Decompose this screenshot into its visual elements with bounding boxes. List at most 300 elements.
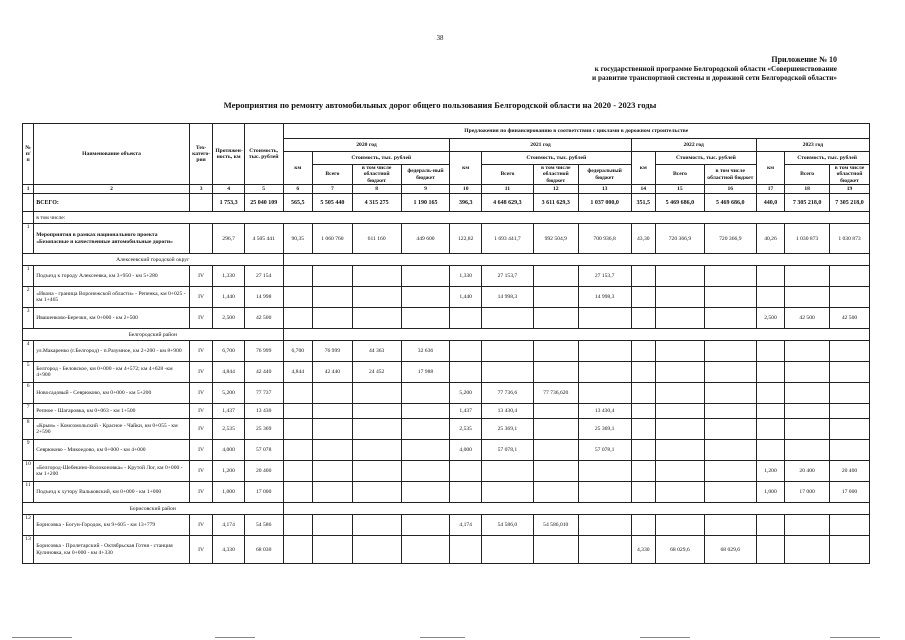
table-cell: [756, 266, 784, 287]
table-cell: [578, 536, 631, 564]
table-row: [23, 287, 870, 308]
col-number: 13: [578, 185, 631, 194]
incl-label: в том числе:: [34, 212, 870, 224]
table-cell: [481, 308, 533, 329]
header-cost-2021: Стоимость, тыс. рублей: [481, 152, 631, 165]
total-cell: 1 037 000,0: [578, 194, 631, 212]
table-cell: [704, 515, 756, 536]
col-number: 8: [352, 185, 401, 194]
table-cell: [401, 287, 450, 308]
table-row: [23, 515, 870, 536]
table-cell: [283, 515, 313, 536]
table-cell: [656, 362, 705, 383]
table-cell: [830, 536, 870, 564]
section-row: [23, 503, 870, 515]
table-cell: [631, 341, 655, 362]
row-number: 10: [23, 461, 34, 482]
table-cell: [313, 287, 353, 308]
table-cell: [785, 341, 830, 362]
table-cell: [704, 287, 756, 308]
table-cell: [313, 266, 353, 287]
table-cell: [656, 383, 705, 404]
row-number: 11: [23, 482, 34, 503]
table-cell: [352, 404, 401, 419]
row-number: 3: [23, 308, 34, 329]
col-number: 4: [213, 185, 245, 194]
section-filler: [283, 254, 869, 266]
table-cell: IV: [189, 482, 212, 503]
table-cell: [352, 266, 401, 287]
header-year-2020: 2020 год: [283, 139, 450, 152]
row-number: 7: [23, 404, 34, 419]
header-year-2022: 2022 год: [631, 139, 756, 152]
table-cell: [656, 266, 705, 287]
table-cell: [756, 287, 784, 308]
table-cell: 27 153,7: [578, 266, 631, 287]
table-cell: 76 999: [313, 341, 353, 362]
table-cell: [785, 536, 830, 564]
table-cell: 42 440: [244, 362, 283, 383]
object-name: Борисовка - Пролетарский - Октябрьская Готня - станция Кулиновка, км 0+000 - км 4+330: [34, 536, 190, 564]
table-cell: 57 078,1: [578, 440, 631, 461]
object-name: Ивашенково-Березки, км 0+000 - км 2+500: [34, 308, 190, 329]
table-cell: [352, 308, 401, 329]
table-cell: [313, 461, 353, 482]
table-cell: [313, 536, 353, 564]
table-row: [23, 404, 870, 419]
table-cell: [578, 482, 631, 503]
table-cell: [401, 308, 450, 329]
national-cell: 4 505 441: [244, 224, 283, 254]
col-number: 16: [704, 185, 756, 194]
table-cell: [401, 440, 450, 461]
table-cell: 13 430: [244, 404, 283, 419]
repair-table: [22, 123, 870, 564]
total-category: [189, 194, 212, 212]
table-cell: [283, 440, 313, 461]
table-cell: 4,000: [450, 440, 482, 461]
table-cell: 32 636: [401, 341, 450, 362]
national-cell: 720 366,9: [656, 224, 705, 254]
header-incl-2023: в том числе: [834, 165, 865, 171]
table-cell: [830, 515, 870, 536]
table-cell: [481, 461, 533, 482]
table-cell: IV: [189, 536, 212, 564]
object-name: «Икона - граница Воронежской области» - Репенка, км 0+025 - км 1+465: [34, 287, 190, 308]
object-name: Севрюково - Микоедово, км 0+000 - км 4+000: [34, 440, 190, 461]
edge-mark: [215, 637, 255, 638]
table-cell: [785, 266, 830, 287]
table-row: [23, 341, 870, 362]
total-cell: 351,5: [631, 194, 655, 212]
col-number: 19: [830, 185, 870, 194]
total-cell: 565,5: [283, 194, 313, 212]
table-cell: [481, 536, 533, 564]
table-cell: [352, 419, 401, 440]
table-cell: 57 078: [244, 440, 283, 461]
table-cell: [533, 266, 578, 287]
table-cell: [631, 419, 655, 440]
table-cell: [656, 461, 705, 482]
table-cell: [785, 440, 830, 461]
table-cell: [704, 461, 756, 482]
header-regional-2020: [352, 165, 401, 185]
table-cell: 42 440: [313, 362, 353, 383]
table-cell: [352, 515, 401, 536]
national-cell: 296,7: [213, 224, 245, 254]
table-cell: [656, 440, 705, 461]
table-cell: 42 500: [785, 308, 830, 329]
table-cell: [401, 482, 450, 503]
table-cell: 54 586: [244, 515, 283, 536]
table-cell: 1,437: [450, 404, 482, 419]
table-cell: 20 400: [830, 461, 870, 482]
table-row: [23, 440, 870, 461]
national-cell: 611 160: [352, 224, 401, 254]
total-cell: 7 305 218,0: [785, 194, 830, 212]
edge-mark: [830, 637, 880, 638]
table-cell: 17 988: [401, 362, 450, 383]
col-number: 17: [756, 185, 784, 194]
document-title: Мероприятия по ремонту автомобильных дорог общего пользования Белгородской области на 2020 - 2023 годы: [223, 100, 657, 110]
table-cell: [283, 461, 313, 482]
header-length: Протяжен-ность, км: [213, 124, 245, 185]
table-cell: 14 998,3: [481, 287, 533, 308]
table-cell: IV: [189, 515, 212, 536]
table-cell: 42 500: [244, 308, 283, 329]
table-row: [23, 383, 870, 404]
table-cell: [352, 536, 401, 564]
header-regional-2021-label: областной бюджет: [542, 171, 569, 184]
table-cell: 44 363: [352, 341, 401, 362]
national-project-row: [23, 224, 870, 254]
table-cell: [756, 404, 784, 419]
col-number: 18: [785, 185, 830, 194]
table-cell: [450, 308, 482, 329]
total-cell: 7 305 218,0: [830, 194, 870, 212]
header-funding: Предложения по финансированию в соответствии с циклами в дорожном строительстве: [283, 124, 869, 139]
table-cell: [704, 341, 756, 362]
col-number: 6: [283, 185, 313, 194]
row-number: 6: [23, 383, 34, 404]
table-cell: 24 452: [352, 362, 401, 383]
table-cell: 2,500: [756, 308, 784, 329]
col-number: 11: [481, 185, 533, 194]
table-cell: [656, 515, 705, 536]
national-cell: 43,30: [631, 224, 655, 254]
table-cell: [704, 362, 756, 383]
header-incl-2022: в том числе: [715, 168, 746, 175]
table-cell: [313, 383, 353, 404]
row-number: 8: [23, 419, 34, 440]
col-number: 10: [450, 185, 482, 194]
national-cell: 1 693 441,7: [481, 224, 533, 254]
table-cell: [756, 383, 784, 404]
table-cell: [756, 440, 784, 461]
col-number: 2: [34, 185, 190, 194]
national-cell: 90,35: [283, 224, 313, 254]
table-cell: IV: [189, 383, 212, 404]
table-cell: [533, 287, 578, 308]
table-cell: [830, 440, 870, 461]
total-cell: 4 315 275: [352, 194, 401, 212]
table-row: [23, 419, 870, 440]
table-cell: IV: [189, 419, 212, 440]
table-row: [23, 482, 870, 503]
table-cell: 25 369: [244, 419, 283, 440]
table-cell: 1,200: [213, 461, 245, 482]
table-cell: [578, 362, 631, 383]
table-cell: [631, 266, 655, 287]
section-row: [23, 329, 870, 341]
total-cell: 5 469 686,0: [656, 194, 705, 212]
table-cell: [401, 461, 450, 482]
table-cell: [533, 362, 578, 383]
table-cell: [578, 341, 631, 362]
table-cell: [631, 308, 655, 329]
table-cell: 4,844: [213, 362, 245, 383]
header-year-2023: 2023 год: [756, 139, 869, 152]
table-cell: 20 400: [244, 461, 283, 482]
object-name: Новосадовый - Севрюково, км 0+000 - км 5+200: [34, 383, 190, 404]
total-cell: 3 611 629,3: [533, 194, 578, 212]
table-cell: [631, 287, 655, 308]
table-cell: [450, 362, 482, 383]
table-cell: [756, 341, 784, 362]
table-cell: 17 000: [244, 482, 283, 503]
table-cell: 68 029,6: [656, 536, 705, 564]
table-cell: [656, 404, 705, 419]
col-number: 9: [401, 185, 450, 194]
table-cell: 2,535: [450, 419, 482, 440]
national-cell: 720 366,9: [704, 224, 756, 254]
header-total-2022: Всего: [656, 165, 705, 185]
table-cell: 57 078,1: [481, 440, 533, 461]
incl-row: [23, 212, 870, 224]
table-cell: 4,844: [283, 362, 313, 383]
table-cell: 14 998: [244, 287, 283, 308]
table-cell: 14 998,3: [578, 287, 631, 308]
row-number: 9: [23, 440, 34, 461]
table-cell: 77 736,620: [533, 383, 578, 404]
table-cell: [578, 461, 631, 482]
table-cell: 1,200: [756, 461, 784, 482]
header-incl-2020: в том числе: [361, 165, 392, 171]
table-cell: [704, 383, 756, 404]
table-cell: IV: [189, 341, 212, 362]
table-cell: [313, 440, 353, 461]
table-cell: 68 029,6: [704, 536, 756, 564]
header-km-2020: км: [283, 152, 313, 185]
table-cell: [631, 482, 655, 503]
table-cell: 1,000: [213, 482, 245, 503]
section-filler: [283, 503, 869, 515]
table-cell: [656, 341, 705, 362]
table-cell: [283, 308, 313, 329]
column-numbers-row: [23, 185, 870, 194]
table-cell: 4,330: [631, 536, 655, 564]
table-cell: [481, 362, 533, 383]
table-cell: 68 030: [244, 536, 283, 564]
total-cell: 4 648 629,3: [481, 194, 533, 212]
table-cell: [401, 266, 450, 287]
table-cell: [785, 419, 830, 440]
table-cell: [785, 383, 830, 404]
table-cell: 76 999: [244, 341, 283, 362]
national-cell: 992 504,9: [533, 224, 578, 254]
total-cell: 1 753,3: [213, 194, 245, 212]
table-cell: 13 430,4: [481, 404, 533, 419]
header-regional-2022: [704, 165, 756, 185]
header-no: № п/п: [23, 124, 34, 185]
national-cell: 40,26: [756, 224, 784, 254]
table-cell: [313, 308, 353, 329]
table-cell: 17 000: [830, 482, 870, 503]
table-cell: 1,440: [213, 287, 245, 308]
col-number: 5: [244, 185, 283, 194]
table-cell: [283, 419, 313, 440]
col-number: 1: [23, 185, 34, 194]
table-cell: 1,330: [213, 266, 245, 287]
table-cell: [578, 308, 631, 329]
table-cell: 20 400: [785, 461, 830, 482]
appendix-line-1: к государственной программе Белгородской области «Совершенствование: [594, 64, 837, 73]
table-cell: [756, 419, 784, 440]
table-cell: [533, 419, 578, 440]
table-cell: [401, 419, 450, 440]
total-cell: 25 040 109: [244, 194, 283, 212]
col-number: 14: [631, 185, 655, 194]
table-cell: [283, 266, 313, 287]
table-cell: [656, 482, 705, 503]
table-row: [23, 308, 870, 329]
col-number: 15: [656, 185, 705, 194]
table-cell: [830, 287, 870, 308]
row-number: 13: [23, 536, 34, 564]
table-cell: [481, 482, 533, 503]
table-cell: IV: [189, 440, 212, 461]
table-cell: IV: [189, 404, 212, 419]
table-cell: [631, 440, 655, 461]
table-cell: [785, 515, 830, 536]
table-cell: 1,330: [450, 266, 482, 287]
table-cell: [830, 362, 870, 383]
col-number: 12: [533, 185, 578, 194]
header-category: Тех-катего-рия: [189, 124, 212, 185]
table-cell: 2,500: [213, 308, 245, 329]
object-name: Подъезд к хутору Вальковский, км 0+000 - км 1+000: [34, 482, 190, 503]
table-cell: 25 369,1: [578, 419, 631, 440]
header-incl-2021: в том числе: [541, 165, 571, 171]
table-cell: 1,000: [756, 482, 784, 503]
table-cell: [401, 515, 450, 536]
table-cell: 77 736,6: [481, 383, 533, 404]
national-cell: 1 030 873: [830, 224, 870, 254]
table-cell: 54 586,0: [481, 515, 533, 536]
section-title: Борисовский район: [23, 503, 284, 515]
table-cell: 42 500: [830, 308, 870, 329]
national-project-label: Мероприятия в рамках национального проекта «Безопасные и качественные автомобильные дороги»: [34, 224, 190, 254]
table-cell: 1,437: [213, 404, 245, 419]
object-name: «Крым» - Комсомольский - Красное - Чайки, км 0+055 - км 2+590: [34, 419, 190, 440]
header-km-2023: км: [756, 152, 784, 185]
table-cell: 5,200: [450, 383, 482, 404]
object-name: Подъезд к городу Алексеевка, км 3+950 - км 5+280: [34, 266, 190, 287]
row-number: 4: [23, 341, 34, 362]
section-title: Белгородский район: [23, 329, 284, 341]
table-cell: IV: [189, 287, 212, 308]
table-cell: [533, 341, 578, 362]
table-cell: IV: [189, 308, 212, 329]
table-cell: [533, 440, 578, 461]
table-cell: [830, 404, 870, 419]
table-row: [23, 362, 870, 383]
section-row: [23, 254, 870, 266]
table-cell: [785, 404, 830, 419]
table-row: [23, 266, 870, 287]
table-cell: [401, 404, 450, 419]
table-cell: [283, 287, 313, 308]
table-cell: 5,200: [213, 383, 245, 404]
table-cell: IV: [189, 362, 212, 383]
national-cell: [189, 224, 212, 254]
table-cell: 4,174: [213, 515, 245, 536]
header-cost-2022: Стоимость, тыс. рублей: [656, 152, 757, 165]
total-cell: 5 469 686,0: [704, 194, 756, 212]
row-number: 12: [23, 515, 34, 536]
table-cell: [756, 362, 784, 383]
table-row: [23, 536, 870, 564]
table-cell: [578, 515, 631, 536]
table-cell: [450, 482, 482, 503]
table-cell: [704, 482, 756, 503]
table-cell: 2,535: [213, 419, 245, 440]
table-cell: 54 586,010: [533, 515, 578, 536]
table-cell: [704, 440, 756, 461]
table-cell: [352, 440, 401, 461]
header-total-2021: Всего: [481, 165, 533, 185]
table-cell: [283, 404, 313, 419]
table-cell: [450, 536, 482, 564]
table-cell: 4,330: [213, 536, 245, 564]
table-cell: 6,700: [283, 341, 313, 362]
total-cell: 1 190 165: [401, 194, 450, 212]
table-cell: [533, 404, 578, 419]
table-cell: [631, 461, 655, 482]
appendix-title: Приложение № 10: [771, 55, 837, 64]
national-cell: 1 030 873: [785, 224, 830, 254]
header-regional-2020-label: областной бюджет: [363, 171, 390, 184]
table-cell: 27 154: [244, 266, 283, 287]
table-cell: [704, 308, 756, 329]
table-cell: [283, 383, 313, 404]
total-no: [23, 194, 34, 212]
table-cell: [704, 266, 756, 287]
table-cell: [401, 536, 450, 564]
edge-mark: [420, 637, 465, 638]
table-cell: [313, 482, 353, 503]
table-cell: [785, 287, 830, 308]
row-number: 5: [23, 362, 34, 383]
table-cell: [450, 341, 482, 362]
table-cell: [283, 482, 313, 503]
edge-mark: [640, 637, 690, 638]
table-cell: 1,440: [450, 287, 482, 308]
appendix-header: [592, 55, 837, 84]
table-cell: 4,000: [213, 440, 245, 461]
table-cell: [533, 308, 578, 329]
header-km-2021: км: [450, 152, 482, 185]
